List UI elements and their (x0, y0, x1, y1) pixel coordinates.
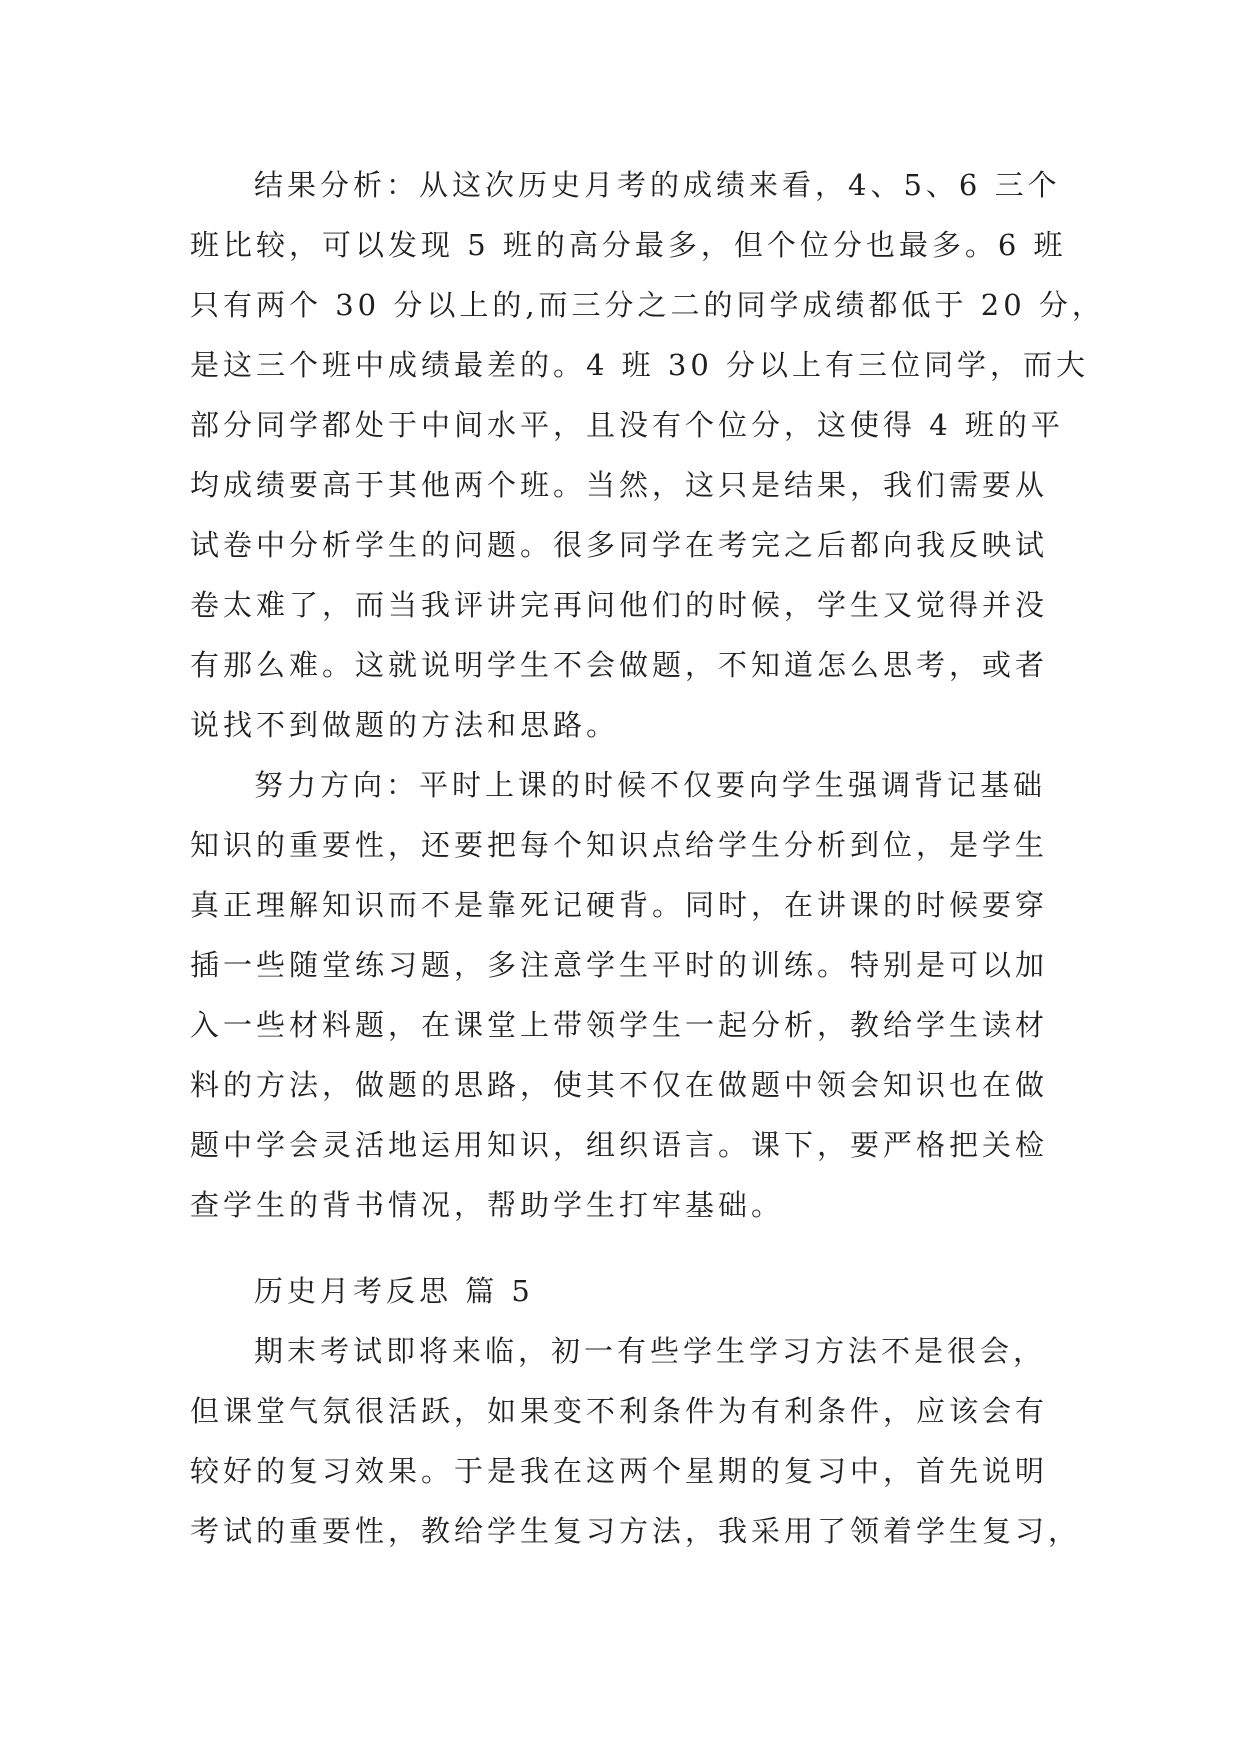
paragraph-result-analysis-line-5: 部分同学都处于中间水平，且没有个位分，这使得 4 班的平 (190, 408, 1064, 442)
paragraph-result-analysis-line-3: 只有两个 30 分以上的,而三分之二的同学成绩都低于 20 分， (190, 288, 1105, 322)
paragraph-result-analysis-line-4: 是这三个班中成绩最差的。4 班 30 分以上有三位同学，而大 (190, 348, 1090, 382)
section-heading: 历史月考反思 篇 5 (254, 1274, 534, 1308)
paragraph-improvement-line-3: 真正理解知识而不是靠死记硬背。同时，在讲课的时候要穿 (190, 888, 1049, 922)
paragraph-final-review-line-3: 较好的复习效果。于是我在这两个星期的复习中，首先说明 (190, 1454, 1049, 1488)
paragraph-improvement-line-7: 题中学会灵活地运用知识，组织语言。课下，要严格把关检 (190, 1128, 1049, 1162)
paragraph-improvement-line-6: 料的方法，做题的思路，使其不仅在做题中领会知识也在做 (190, 1068, 1049, 1102)
paragraph-result-analysis-line-10: 说找不到做题的方法和思路。 (190, 708, 620, 742)
paragraph-final-review-line-2: 但课堂气氛很活跃，如果变不利条件为有利条件，应该会有 (190, 1394, 1049, 1428)
paragraph-result-analysis-line-2: 班比较，可以发现 5 班的高分最多，但个位分也最多。6 班 (190, 228, 1067, 262)
paragraph-result-analysis-line-1: 结果分析：从这次历史月考的成绩来看，4、5、6 三个 (254, 168, 1061, 202)
paragraph-improvement-line-4: 插一些随堂练习题，多注意学生平时的训练。特别是可以加 (190, 948, 1049, 982)
paragraph-result-analysis-line-6: 均成绩要高于其他两个班。当然，这只是结果，我们需要从 (190, 468, 1049, 502)
paragraph-improvement-line-8: 查学生的背书情况，帮助学生打牢基础。 (190, 1188, 785, 1222)
paragraph-improvement-line-5: 入一些材料题，在课堂上带领学生一起分析，教给学生读材 (190, 1008, 1049, 1042)
paragraph-improvement-line-2: 知识的重要性，还要把每个知识点给学生分析到位，是学生 (190, 828, 1049, 862)
paragraph-result-analysis-line-7: 试卷中分析学生的问题。很多同学在考完之后都向我反映试 (190, 528, 1049, 562)
paragraph-improvement-line-1: 努力方向：平时上课的时候不仅要向学生强调背记基础 (254, 768, 1047, 802)
paragraph-result-analysis-line-8: 卷太难了，而当我评讲完再问他们的时候，学生又觉得并没 (190, 588, 1049, 622)
paragraph-result-analysis-line-9: 有那么难。这就说明学生不会做题，不知道怎么思考，或者 (190, 648, 1049, 682)
paragraph-final-review-line-1: 期末考试即将来临，初一有些学生学习方法不是很会， (254, 1334, 1047, 1368)
paragraph-final-review-line-4: 考试的重要性，教给学生复习方法，我采用了领着学生复习， (190, 1514, 1082, 1548)
